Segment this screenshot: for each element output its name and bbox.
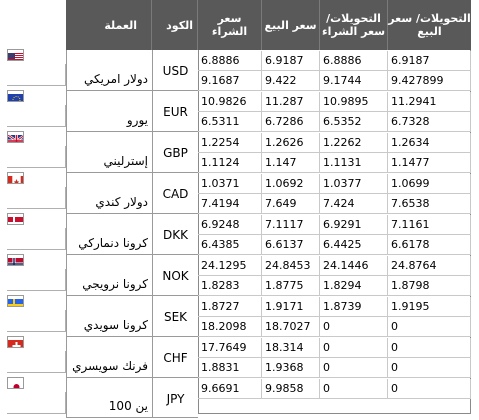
rate-cell: 6.6137	[262, 235, 320, 255]
eu-flag-icon	[7, 90, 24, 102]
header-buy: سعر الشراء	[198, 0, 262, 50]
rate-cell: 1.2634	[388, 133, 471, 153]
jp-flag-icon	[7, 377, 24, 389]
rate-cell: 18.314	[262, 338, 320, 358]
rate-cell: 1.147	[262, 153, 320, 173]
header-sell: سعر البيع	[262, 0, 320, 50]
rate-cell: 6.7286	[262, 112, 320, 132]
currency-name: يورو	[66, 91, 152, 132]
rate-cell: 7.4194	[198, 194, 262, 214]
rate-cell: 6.6178	[388, 235, 471, 255]
flag-cell	[7, 228, 66, 250]
rate-cell: 6.9187	[262, 51, 320, 71]
rate-cell: 0	[320, 338, 388, 358]
uk-flag-icon	[7, 131, 24, 143]
rate-cell: 6.7328	[388, 112, 471, 132]
no-flag-icon	[7, 254, 24, 266]
rate-cell: 1.9368	[262, 358, 320, 378]
currency-name: إسترليني	[66, 132, 152, 173]
rate-cell: 6.9291	[320, 215, 388, 235]
rate-cell: 1.2254	[198, 133, 262, 153]
rate-cell: 1.8798	[388, 276, 471, 296]
flag-cell	[7, 310, 66, 332]
header-currency: العملة	[66, 0, 152, 50]
flag-cell	[7, 392, 66, 414]
ch-flag-icon	[7, 336, 24, 348]
rate-cell: 18.2098	[198, 317, 262, 337]
rate-cell: 7.649	[262, 194, 320, 214]
rate-cell: 11.287	[262, 92, 320, 112]
rate-cell: 10.9895	[320, 92, 388, 112]
rate-cell: 0	[320, 358, 388, 378]
rate-cell: 1.1477	[388, 153, 471, 173]
rate-cell: 18.7027	[262, 317, 320, 337]
rate-cell: 6.9248	[198, 215, 262, 235]
currency-code: EUR	[152, 91, 198, 132]
flag-cell	[7, 269, 66, 291]
rate-cell: 1.0699	[388, 174, 471, 194]
currency-code: USD	[152, 50, 198, 91]
rate-cell: 6.8886	[198, 51, 262, 71]
rate-cell: 6.4385	[198, 235, 262, 255]
currency-code: SEK	[152, 296, 198, 337]
rate-cell: 17.7649	[198, 338, 262, 358]
header-code: الكود	[152, 0, 198, 50]
rate-cell: 10.9826	[198, 92, 262, 112]
rate-cell: 24.1446	[320, 256, 388, 276]
rate-cell: 1.8727	[198, 297, 262, 317]
rate-cell: 1.2262	[320, 133, 388, 153]
rate-cell: 1.9195	[388, 297, 471, 317]
currency-code: CAD	[152, 173, 198, 214]
rate-cell: 24.8453	[262, 256, 320, 276]
rate-cell: 6.9187	[388, 51, 471, 71]
ca-flag-icon	[7, 172, 24, 184]
rate-cell: 1.8294	[320, 276, 388, 296]
header-flag-blank	[0, 0, 66, 50]
rate-cell: 1.8831	[198, 358, 262, 378]
rate-cell: 24.1295	[198, 256, 262, 276]
rate-cell: 7.1117	[262, 215, 320, 235]
rate-cell: 9.422	[262, 71, 320, 91]
rate-cell: 1.0377	[320, 174, 388, 194]
rate-cell: 6.4425	[320, 235, 388, 255]
currency-code: DKK	[152, 214, 198, 255]
rate-cell: 1.8283	[198, 276, 262, 296]
header-transfer-buy: التحويلات/ سعر الشراء	[320, 0, 388, 50]
currency-name: دولار امريكي	[66, 50, 152, 91]
rate-cell: 1.1131	[320, 153, 388, 173]
rate-cell: 0	[388, 358, 471, 378]
rate-cell: 1.1124	[198, 153, 262, 173]
currency-name: كرونا نرويجي	[66, 255, 152, 296]
rate-cell: 1.8739	[320, 297, 388, 317]
rate-cell: 1.8775	[262, 276, 320, 296]
rate-cell: 9.1744	[320, 71, 388, 91]
currency-name: دولار كندي	[66, 173, 152, 214]
rate-cell: 7.424	[320, 194, 388, 214]
currency-name: ين 100	[66, 378, 152, 418]
currency-code: CHF	[152, 337, 198, 378]
currency-name: كرونا دنماركي	[66, 214, 152, 255]
rate-cell: 24.8764	[388, 256, 471, 276]
rate-cell: 0	[388, 338, 471, 358]
flag-cell	[7, 64, 66, 86]
rate-cell: 0	[388, 317, 471, 337]
rate-cell: 9.9858	[262, 379, 320, 399]
rate-cell: 6.8886	[320, 51, 388, 71]
rate-cell: 1.0692	[262, 174, 320, 194]
rate-cell: 7.6538	[388, 194, 471, 214]
rate-cell: 0	[320, 379, 388, 399]
rate-cell: 1.9171	[262, 297, 320, 317]
rate-cell: 9.6691	[198, 379, 262, 399]
rate-cell: 6.5311	[198, 112, 262, 132]
header-transfer-sell: التحويلات/ سعر البيع	[388, 0, 471, 50]
flag-cell	[7, 105, 66, 127]
rate-cell: 7.1161	[388, 215, 471, 235]
dk-flag-icon	[7, 213, 24, 225]
flag-cell	[7, 351, 66, 373]
rate-cell: 0	[388, 379, 471, 399]
se-flag-icon	[7, 295, 24, 307]
flag-cell	[7, 187, 66, 209]
currency-name: كرونا سويدي	[66, 296, 152, 337]
currency-name: فرنك سويسري	[66, 337, 152, 378]
us-flag-icon	[7, 49, 24, 61]
flag-cell	[7, 146, 66, 168]
currency-code: NOK	[152, 255, 198, 296]
rate-cell: 11.2941	[388, 92, 471, 112]
rate-cell: 1.0371	[198, 174, 262, 194]
rate-cell: 9.1687	[198, 71, 262, 91]
currency-code: GBP	[152, 132, 198, 173]
currency-code: JPY	[152, 378, 198, 418]
rate-cell: 9.427899	[388, 71, 471, 91]
rate-cell: 0	[320, 317, 388, 337]
rate-cell: 1.2626	[262, 133, 320, 153]
rate-cell: 6.5352	[320, 112, 388, 132]
